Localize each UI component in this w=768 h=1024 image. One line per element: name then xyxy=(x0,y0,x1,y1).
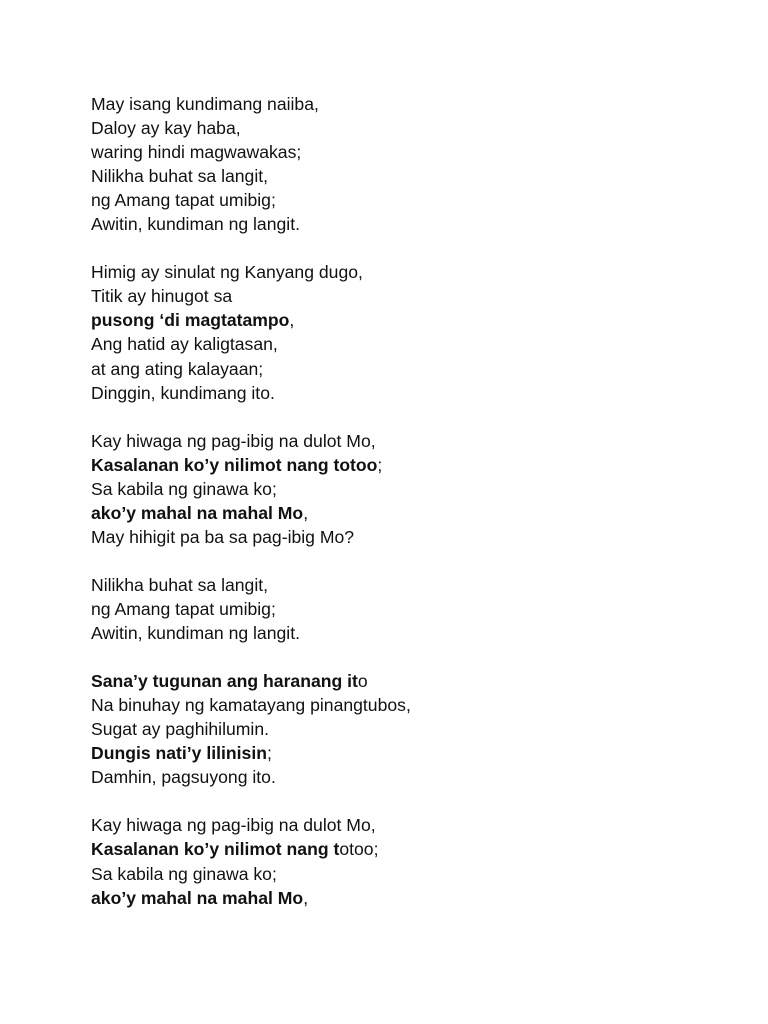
lyric-text: waring hindi magwawakas; xyxy=(91,142,302,163)
lyric-text: Daloy ay kay haba, xyxy=(91,118,241,139)
lyric-text-bold: pusong ‘di magtatampo xyxy=(91,310,290,331)
lyric-line xyxy=(91,332,711,356)
lyric-text: Sugat ay paghihilumin. xyxy=(91,719,270,740)
lyric-text-bold: Dungis nati’y lilinisin xyxy=(91,743,267,764)
lyric-line xyxy=(91,116,711,140)
lyric-line xyxy=(91,212,711,236)
lyric-line xyxy=(91,501,711,525)
lyric-line xyxy=(91,164,711,188)
lyric-text: Na binuhay ng kamatayang pinangtubos, xyxy=(91,695,411,716)
lyric-line xyxy=(91,717,711,741)
lyric-text: Nilikha buhat sa langit, xyxy=(91,166,269,187)
lyric-line xyxy=(91,525,711,549)
lyric-text-bold: Kasalanan ko’y nilimot nang totoo xyxy=(91,454,378,475)
lyric-text: at ang ating kalayaan; xyxy=(91,358,264,379)
lyric-text: Dinggin, kundimang ito. xyxy=(91,382,275,403)
lyric-text: otoo; xyxy=(339,839,379,860)
stanza-3 xyxy=(91,429,711,549)
lyric-line xyxy=(91,308,711,332)
lyric-text: Awitin, kundiman ng langit. xyxy=(91,214,300,235)
lyric-text: ; xyxy=(377,454,383,475)
lyric-line xyxy=(91,477,711,501)
lyric-text: , xyxy=(289,310,295,331)
lyric-text: ng Amang tapat umibig; xyxy=(91,190,276,211)
lyric-line xyxy=(91,188,711,212)
lyric-line xyxy=(91,140,711,164)
lyric-text: , xyxy=(303,887,309,908)
lyric-line xyxy=(91,357,711,381)
lyric-text-bold: Kasalanan ko’y nilimot nang t xyxy=(91,839,340,860)
lyric-line xyxy=(91,693,711,717)
lyric-text: ng Amang tapat umibig; xyxy=(91,598,276,619)
lyric-text-bold: Sana’y tugunan ang haranang it xyxy=(91,671,358,692)
lyric-line xyxy=(91,765,711,789)
lyric-text: May isang kundimang naiiba, xyxy=(91,94,319,114)
lyric-line xyxy=(91,284,711,308)
lyric-line xyxy=(91,621,711,645)
lyric-line xyxy=(91,597,711,621)
lyric-line xyxy=(91,92,711,116)
lyric-text-bold: ako’y mahal na mahal Mo xyxy=(91,887,304,908)
stanza-1 xyxy=(91,92,711,236)
lyric-text: , xyxy=(303,502,309,523)
lyric-text: Titik ay hinugot sa xyxy=(91,286,233,307)
lyric-line xyxy=(91,669,711,693)
lyric-text: ; xyxy=(266,743,272,764)
lyrics-body xyxy=(91,92,711,934)
stanza-4 xyxy=(91,573,711,645)
lyric-text: Sa kabila ng ginawa ko; xyxy=(91,478,277,499)
lyric-line xyxy=(91,260,711,284)
lyric-text: Himig ay sinulat ng Kanyang dugo, xyxy=(91,262,363,283)
lyric-text: Kay hiwaga ng pag-ibig na dulot Mo, xyxy=(91,430,376,451)
lyric-line xyxy=(91,429,711,453)
stanza-2 xyxy=(91,260,711,404)
lyric-line xyxy=(91,453,711,477)
lyric-text: Sa kabila ng ginawa ko; xyxy=(91,863,277,884)
lyric-text: Awitin, kundiman ng langit. xyxy=(91,623,300,644)
stanza-5 xyxy=(91,669,711,789)
lyric-line xyxy=(91,573,711,597)
lyric-line xyxy=(91,381,711,405)
lyric-line xyxy=(91,862,711,886)
lyric-line xyxy=(91,886,711,910)
lyric-line xyxy=(91,741,711,765)
lyric-text: Damhin, pagsuyong ito. xyxy=(91,767,276,788)
lyric-line xyxy=(91,837,711,861)
lyric-text: Kay hiwaga ng pag-ibig na dulot Mo, xyxy=(91,815,376,836)
lyric-text: Ang hatid ay kaligtasan, xyxy=(91,334,278,355)
lyric-text: Nilikha buhat sa langit, xyxy=(91,574,269,595)
lyric-line xyxy=(91,813,711,837)
lyric-text: o xyxy=(357,671,368,692)
stanza-6 xyxy=(91,813,711,909)
lyric-text: May hihigit pa ba sa pag-ibig Mo? xyxy=(91,526,355,547)
lyric-text-bold: ako’y mahal na mahal Mo xyxy=(91,502,304,523)
